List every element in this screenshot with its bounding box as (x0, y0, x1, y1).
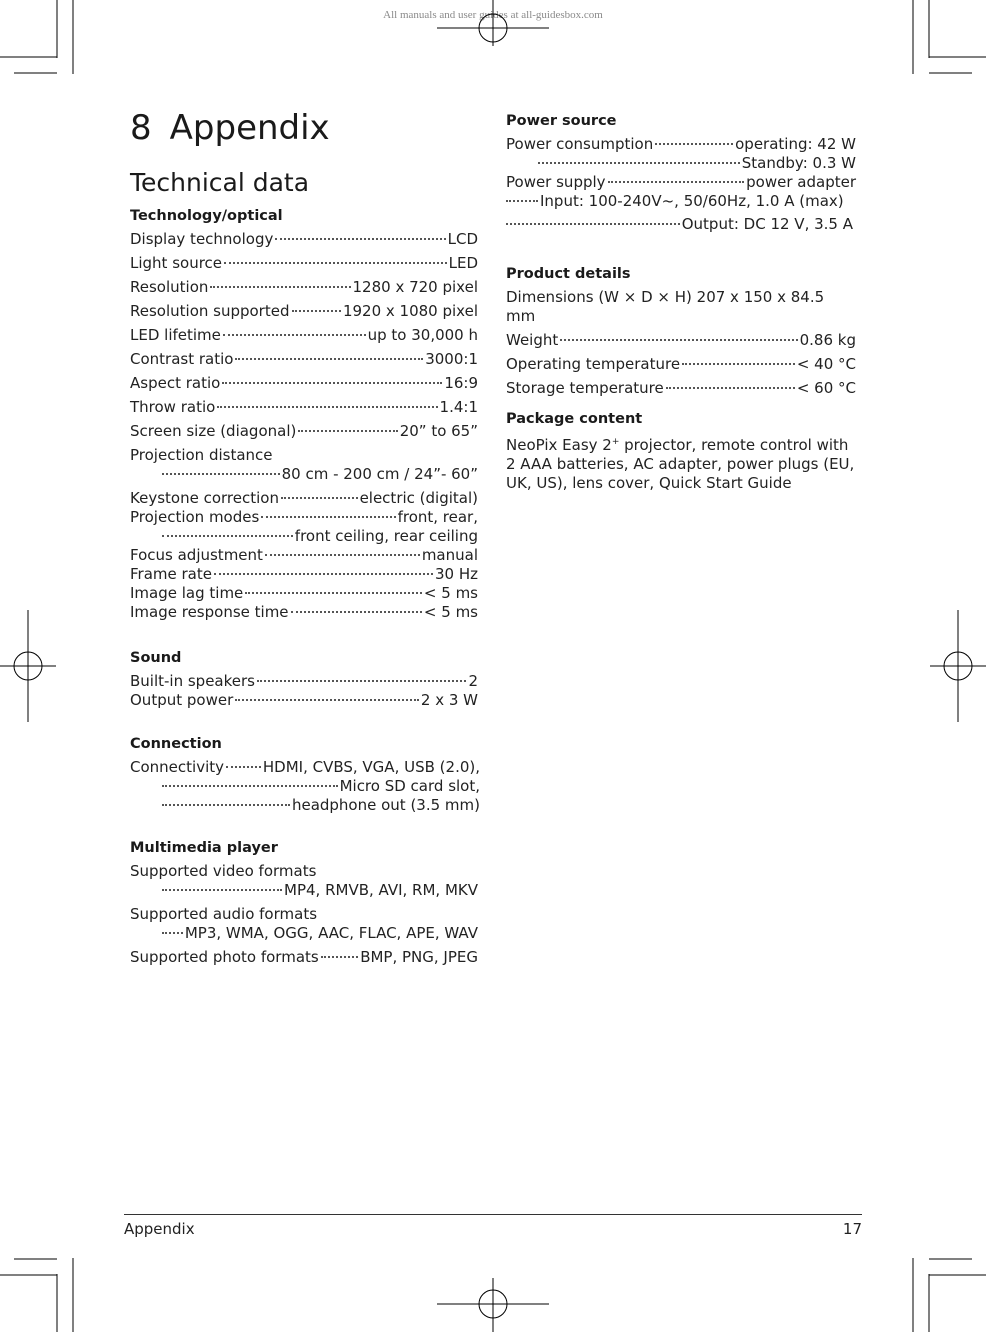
spec-value: operating: 42 W (735, 135, 856, 153)
footer-section-name: Appendix (124, 1220, 195, 1238)
spec-value: 16:9 (444, 374, 478, 392)
spec-row (130, 465, 478, 484)
spec-value: manual (421, 546, 478, 564)
spec-row (130, 489, 478, 508)
spec-label: Image lag time (130, 584, 244, 602)
spec-row (130, 796, 480, 815)
projection-distance-label: Projection distance (130, 446, 273, 464)
photo-formats-label: Supported photo formats (130, 948, 319, 966)
chapter-title-text: Appendix (169, 108, 330, 148)
spec-row (506, 192, 856, 211)
spec-label: Display technology (130, 230, 274, 248)
spec-value: Input: 100-240V~, 50/60Hz, 1.0 A (max) (540, 192, 844, 210)
spec-value: < 5 ms (423, 584, 478, 602)
sound-heading: Sound (130, 650, 182, 666)
spec-label: LED lifetime (130, 326, 221, 344)
projection-modes-cont: front ceiling, rear ceiling (294, 527, 478, 545)
spec-label: Image response time (130, 603, 289, 621)
spec-label: Built-in speakers (130, 672, 255, 690)
spec-value: < 40 °C (796, 355, 856, 373)
spec-label: Focus adjustment (130, 546, 263, 564)
spec-value: electric (digital) (359, 489, 478, 507)
spec-value: Micro SD card slot, (339, 777, 480, 795)
spec-row (130, 254, 478, 273)
spec-row (130, 374, 478, 393)
spec-value: up to 30,000 h (367, 326, 478, 344)
audio-formats-value: MP3, WMA, OGG, AAC, FLAC, APE, WAV (184, 924, 478, 942)
spec-value: < 60 °C (796, 379, 856, 397)
multimedia-heading: Multimedia player (130, 840, 278, 856)
spec-label: Contrast ratio (130, 350, 234, 368)
spec-row (506, 154, 856, 173)
spec-label: Power consumption (506, 135, 654, 153)
spec-label: Frame rate (130, 565, 212, 583)
spec-value: headphone out (3.5 mm) (291, 796, 480, 814)
spec-row (130, 398, 478, 417)
package-heading: Package content (506, 411, 643, 427)
spec-label: Power supply (506, 173, 606, 191)
spec-row (130, 230, 478, 249)
spec-label: Projection modes (130, 508, 260, 526)
spec-row (506, 173, 856, 192)
spec-label: Storage temperature (506, 379, 664, 397)
chapter-title (130, 108, 330, 148)
page-number: 17 (842, 1220, 862, 1238)
spec-label: Throw ratio (130, 398, 216, 416)
section-title: Technical data (130, 168, 310, 197)
spec-row (506, 379, 856, 398)
spec-row (130, 527, 478, 546)
spec-value: power adapter (746, 173, 856, 191)
spec-row (130, 881, 478, 900)
spec-value: 1.4:1 (439, 398, 478, 416)
spec-value: HDMI, CVBS, VGA, USB (2.0), (262, 758, 480, 776)
spec-label: Screen size (diagonal) (130, 422, 297, 440)
spec-row (130, 758, 480, 777)
spec-row (506, 215, 856, 234)
spec-row (130, 777, 480, 796)
product-heading: Product details (506, 266, 631, 282)
spec-row (130, 924, 478, 943)
dimensions-row: Dimensions (W × D × H) 207 x 150 x 84.5 mm (506, 288, 825, 325)
spec-value: 1280 x 720 pixel (352, 278, 478, 296)
spec-value: 2 (468, 672, 478, 690)
power-heading: Power source (506, 113, 617, 129)
package-text-b: projector, remote control with 2 AAA batteries, AC adapter, power plugs (EU, UK, US), lens cover, Quick Start Guide (506, 436, 855, 492)
spec-value: Output: DC 12 V, 3.5 A (681, 215, 853, 233)
power-block (506, 111, 856, 234)
spec-row (130, 302, 478, 321)
spec-value: 0.86 kg (799, 331, 856, 349)
spec-row (506, 135, 856, 154)
spec-value: 1920 x 1080 pixel (342, 302, 478, 320)
spec-row (130, 350, 478, 369)
spec-row (130, 603, 478, 622)
spec-row (506, 355, 856, 374)
package-block (506, 409, 856, 493)
spec-value: LCD (447, 230, 478, 248)
spec-row (130, 546, 478, 565)
package-text (506, 433, 856, 493)
spec-value: Standby: 0.3 W (741, 154, 856, 172)
spec-value: 3000:1 (425, 350, 478, 368)
footer-divider (124, 1214, 862, 1215)
spec-row (130, 584, 478, 603)
connection-heading: Connection (130, 736, 222, 752)
projection-distance-value: 80 cm - 200 cm / 24”- 60” (281, 465, 478, 483)
spec-value: front, rear, (397, 508, 478, 526)
spec-row (130, 508, 478, 527)
spec-value: 30 Hz (434, 565, 478, 583)
tech-optical-block (130, 206, 478, 622)
video-formats-value: MP4, RMVB, AVI, RM, MKV (284, 881, 478, 899)
spec-label: Connectivity (130, 758, 224, 776)
package-sup: + (611, 437, 620, 447)
spec-row (130, 672, 478, 691)
spec-label: Weight (506, 331, 559, 349)
spec-label: Light source (130, 254, 223, 272)
tech-optical-heading: Technology/optical (130, 208, 283, 224)
spec-label: Keystone correction (130, 489, 279, 507)
video-formats-label: Supported video formats (130, 862, 317, 880)
spec-row (130, 948, 478, 967)
photo-formats-value: BMP, PNG, JPEG (360, 948, 478, 966)
spec-value: 20” to 65” (399, 422, 478, 440)
spec-value: 2 x 3 W (420, 691, 478, 709)
watermark: All manuals and user guides at all-guidesbox.com (383, 9, 603, 21)
chapter-number: 8 (130, 108, 152, 148)
spec-label: Operating temperature (506, 355, 681, 373)
spec-label: Output power (130, 691, 234, 709)
package-text-a: NeoPix Easy 2 (506, 436, 612, 454)
spec-label: Aspect ratio (130, 374, 221, 392)
spec-row (130, 691, 478, 710)
spec-row (506, 331, 856, 350)
audio-formats-label: Supported audio formats (130, 905, 318, 923)
spec-value: < 5 ms (423, 603, 478, 621)
spec-row (130, 326, 478, 345)
product-block (506, 264, 856, 398)
spec-value: LED (448, 254, 478, 272)
spec-label: Resolution (130, 278, 209, 296)
sound-block (130, 648, 478, 710)
multimedia-block (130, 838, 478, 967)
spec-row (130, 422, 478, 441)
spec-row (130, 278, 478, 297)
connection-block (130, 734, 480, 815)
spec-label: Resolution supported (130, 302, 290, 320)
spec-row (130, 565, 478, 584)
